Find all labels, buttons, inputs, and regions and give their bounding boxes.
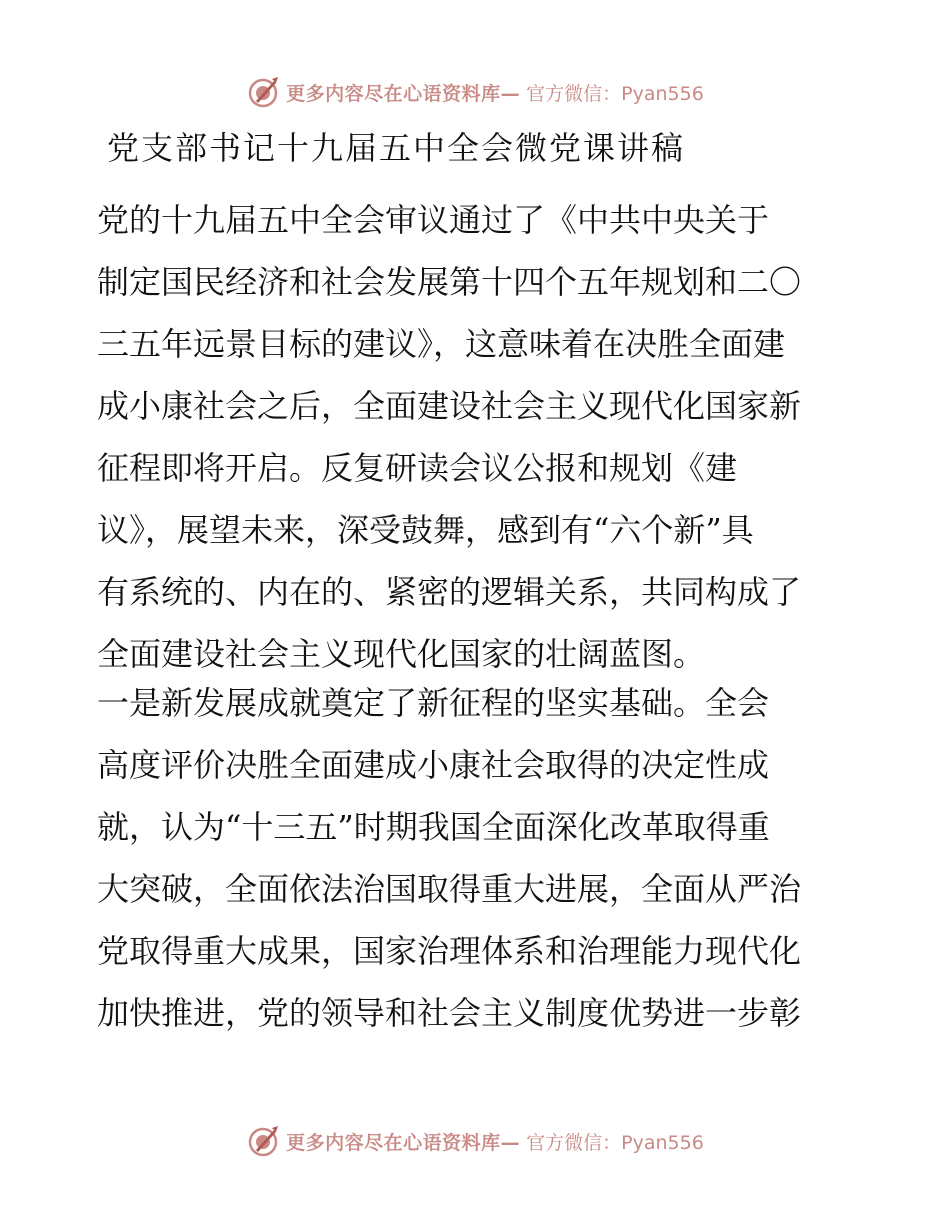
- watermark-wechat-text: 官方微信：Pyan556: [526, 82, 704, 105]
- text-line: 高度评价决胜全面建成小康社会取得的决定性成: [97, 746, 770, 784]
- paragraph-first-point: [97, 672, 849, 1044]
- text-line: 全面建设社会主义现代化国家的壮阔蓝图。: [97, 635, 706, 673]
- text-line: 就，认为“十三五”时期我国全面深化改革取得重: [97, 808, 770, 846]
- text-line: 制定国民经济和社会发展第十四个五年规划和二〇: [97, 263, 802, 301]
- document-title: 党支部书记十九届五中全会微党课讲稿: [107, 129, 686, 167]
- footer-watermark: [0, 1121, 950, 1161]
- quill-pen-logo-icon: [246, 1124, 280, 1158]
- text-line: 有系统的、内在的、紧密的逻辑关系，共同构成了: [97, 573, 802, 611]
- text-line: 成小康社会之后，全面建设社会主义现代化国家新: [97, 387, 802, 425]
- text-line: 加快推进，党的领导和社会主义制度优势进一步彰: [97, 994, 802, 1032]
- text-line: 大突破，全面依法治国取得重大进展，全面从严治: [97, 870, 802, 908]
- text-line: 党的十九届五中全会审议通过了《中共中央关于: [97, 201, 770, 239]
- header-watermark: [0, 72, 950, 112]
- text-line: 征程即将开启。反复研读会议公报和规划《建: [97, 449, 738, 487]
- quill-pen-logo-icon: [246, 75, 280, 109]
- text-line: 一是新发展成就奠定了新征程的坚实基础。全会: [97, 684, 770, 722]
- paragraph-intro: [97, 189, 849, 685]
- text-line: 三五年远景目标的建议》，这意味着在决胜全面建: [97, 325, 786, 363]
- text-line: 议》，展望未来，深受鼓舞，感到有“六个新”具: [97, 511, 754, 549]
- watermark-promo-text: 更多内容尽在心语资料库—: [286, 82, 521, 105]
- watermark-wechat-text: 官方微信：Pyan556: [526, 1131, 704, 1154]
- watermark-promo-text: 更多内容尽在心语资料库—: [286, 1131, 521, 1154]
- text-line: 党取得重大成果，国家治理体系和治理能力现代化: [97, 932, 802, 970]
